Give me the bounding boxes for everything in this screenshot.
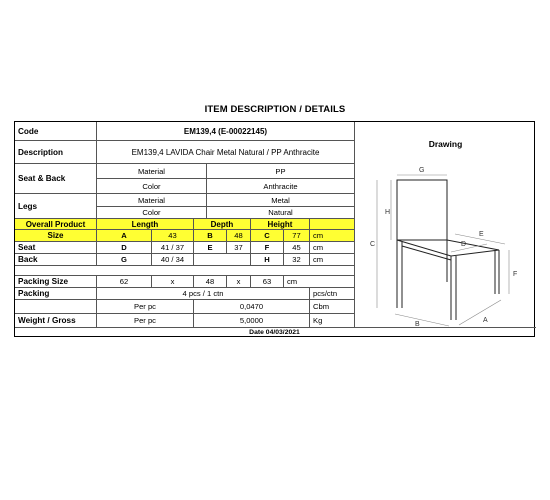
dim-b-letter: B [194, 230, 227, 242]
dim-e-letter: E [194, 242, 227, 254]
cbm-per-label: Per pc [97, 300, 194, 314]
size-label: Size [15, 230, 97, 242]
dim-b-value: 48 [227, 230, 251, 242]
legs-color-value: Natural [207, 207, 355, 219]
weight-value: 5,0000 [194, 314, 310, 328]
back-unit: cm [310, 254, 355, 266]
document-title: ITEM DESCRIPTION / DETAILS [204, 104, 346, 115]
date-stamp: Date 04/03/2021 [249, 329, 300, 336]
seat-unit: cm [310, 242, 355, 254]
cbm-blank [15, 300, 97, 314]
chair-drawing [355, 122, 536, 328]
dim-f-value: 45 [284, 242, 310, 254]
dim-label-h: H [385, 209, 391, 216]
spacer-row [15, 266, 355, 276]
description-value: EM139,4 LAVIDA Chair Metal Natural / PP Anthracite [97, 141, 355, 164]
packing-unit: pcs/ctn [310, 288, 355, 300]
packing-size-x2: x [227, 276, 251, 288]
seat-back-material-label: Material [97, 164, 207, 179]
dim-label-g: G [419, 167, 425, 174]
dim-c-value: 77 [284, 230, 310, 242]
dim-h-value: 32 [284, 254, 310, 266]
legs-label: Legs [15, 194, 97, 219]
overall-label: Overall Product [15, 219, 97, 230]
packing-size-label: Packing Size [15, 276, 97, 288]
packing-size-v2: 48 [194, 276, 227, 288]
overall-header-blank [310, 219, 355, 230]
packing-value: 4 pcs / 1 ctn [97, 288, 310, 300]
chair-outline [397, 180, 499, 320]
seat-back-color-value: Anthracite [207, 179, 355, 194]
seat-back-label: Seat & Back [15, 164, 97, 194]
drawing-panel [355, 122, 536, 328]
length-header: Length [97, 219, 194, 230]
dim-f-letter: F [251, 242, 284, 254]
overall-unit: cm [310, 230, 355, 242]
cbm-value: 0,0470 [194, 300, 310, 314]
spec-table [14, 121, 535, 337]
legs-color-label: Color [97, 207, 207, 219]
code-label: Code [15, 122, 97, 141]
dim-g-letter: G [97, 254, 152, 266]
legs-material-label: Material [97, 194, 207, 207]
dim-a-value: 43 [152, 230, 194, 242]
legs-material-value: Metal [207, 194, 355, 207]
dim-label-f: F [513, 271, 518, 278]
height-header: Height [251, 219, 310, 230]
weight-per-label: Per pc [97, 314, 194, 328]
seat-back-color-label: Color [97, 179, 207, 194]
code-value: EM139,4 (E-00022145) [97, 122, 355, 141]
dim-h-letter: H [251, 254, 284, 266]
dim-c-letter: C [251, 230, 284, 242]
dim-d-value: 41 / 37 [152, 242, 194, 254]
back-blank [194, 254, 251, 266]
packing-size-v3: 63 [251, 276, 284, 288]
dim-label-c: C [370, 241, 376, 248]
depth-header: Depth [194, 219, 251, 230]
dim-label-b: B [415, 321, 420, 328]
drawing-title: Drawing [428, 139, 463, 149]
weight-label: Weight / Gross [15, 314, 97, 328]
weight-unit: Kg [310, 314, 355, 328]
dim-g-value: 40 / 34 [152, 254, 194, 266]
dim-a-letter: A [97, 230, 152, 242]
backrest-shape [397, 180, 447, 240]
packing-size-unit: cm [284, 276, 355, 288]
packing-label: Packing [15, 288, 97, 300]
dim-label-d: D [461, 241, 467, 248]
seat-shape [397, 240, 499, 256]
dim-e-value: 37 [227, 242, 251, 254]
cbm-unit: Cbm [310, 300, 355, 314]
dim-d-letter: D [97, 242, 152, 254]
dim-label-e: E [479, 231, 484, 238]
seat-back-material-value: PP [207, 164, 355, 179]
back-label: Back [15, 254, 97, 266]
packing-size-x1: x [152, 276, 194, 288]
dim-label-a: A [483, 317, 488, 324]
seat-label: Seat [15, 242, 97, 254]
description-label: Description [15, 141, 97, 164]
packing-size-v1: 62 [97, 276, 152, 288]
